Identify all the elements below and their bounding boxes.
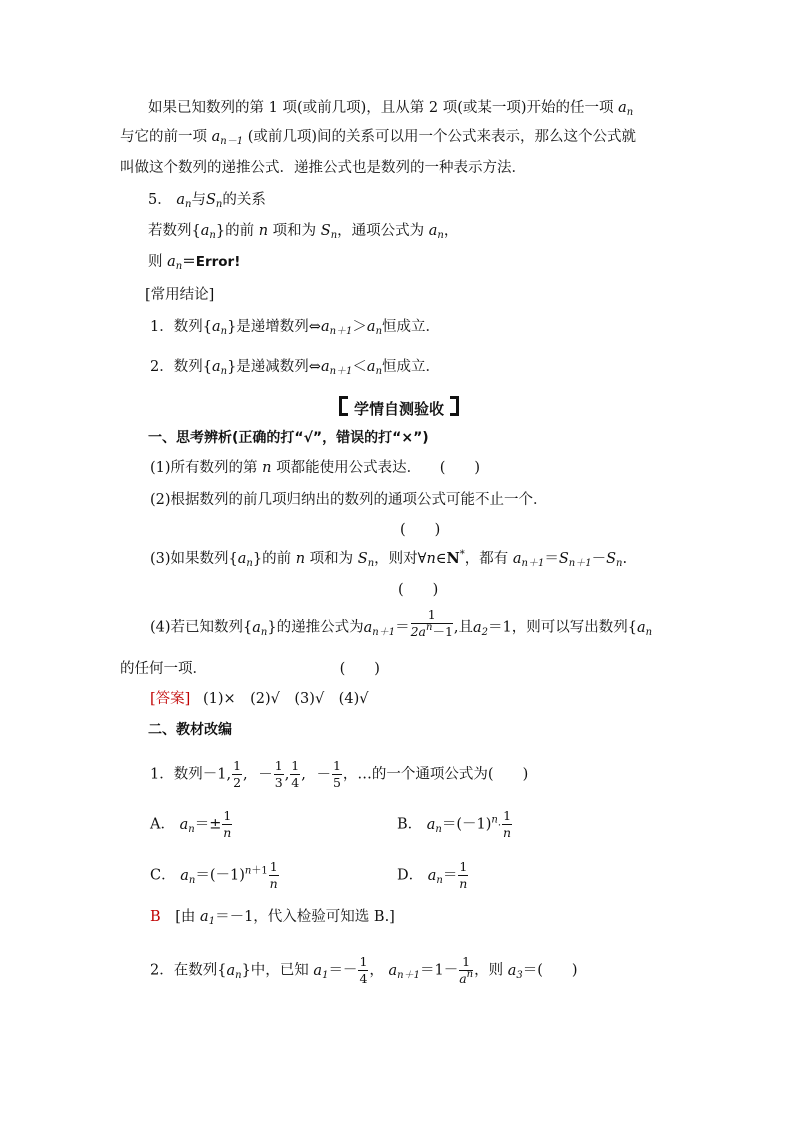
- q3-paren-text: ( ): [398, 582, 439, 598]
- frac-1-n: $\frac{1}{n}$: [459, 859, 468, 891]
- section-title-text: 学情自测验收: [354, 400, 445, 418]
- math-a-1: $a_1$: [200, 909, 216, 927]
- math-a-n: $a_n$: [180, 867, 196, 886]
- intro-text-2a: 与它的前一项: [120, 129, 207, 145]
- q4-text-3: ,且: [453, 619, 473, 636]
- part2-heading: [148, 720, 232, 740]
- p2-text-2: }中，已知: [241, 962, 309, 979]
- then-line: [148, 252, 240, 272]
- q3-text-2: }的前: [252, 551, 292, 567]
- q4-text-2: }的递推公式为: [267, 619, 364, 636]
- q4-text-1: (4)若已知数列{: [150, 619, 253, 636]
- q3-end: .: [622, 551, 628, 567]
- option-b[interactable]: B． $a_n=(-1)^n\cdot$ $\frac{1}{n}$: [397, 808, 512, 840]
- math-a-n: $a_n$: [167, 254, 183, 272]
- p2-eq: ＝－: [328, 962, 358, 979]
- math-a-n: $a_n$: [366, 319, 383, 337]
- math-n: n: [295, 551, 306, 567]
- item-5-heading: [148, 190, 266, 210]
- q3-N: N: [446, 550, 460, 567]
- q4-paren: ( ): [339, 661, 380, 677]
- q1-text-1: (1)所有数列的第: [150, 460, 258, 476]
- math-a-n-plus-1: $a_{n+1}$: [512, 551, 545, 569]
- q2-paren-text: ( ): [400, 522, 441, 538]
- math-a-n-plus-1: $a_{n+1}$: [320, 359, 353, 377]
- common-1: [150, 317, 440, 337]
- math-S-n: $S_n$: [320, 223, 338, 241]
- option-b-label: B．: [397, 816, 423, 833]
- q4-text-5: 的任何一项．: [120, 661, 207, 677]
- q3-paren: [398, 580, 438, 600]
- part1-heading-text: 一、思考辨析(正确的打“√”，错误的打“×”): [148, 430, 429, 446]
- c1-text-3: 恒成立．: [382, 319, 441, 335]
- answer-text: (1)× (2)√ (3)√ (4)√: [202, 691, 369, 707]
- option-d-label: D．: [397, 867, 424, 884]
- math-a-n-plus-1: $a_{n+1}$: [320, 319, 353, 337]
- math-n: n: [262, 460, 272, 476]
- q4-frac-den: [410, 621, 453, 639]
- math-a-1: $a_1$: [313, 962, 329, 981]
- left-bracket-icon: [339, 396, 348, 416]
- p2: [150, 956, 578, 985]
- math-S-n-plus-1: $S_{n+1}$: [558, 551, 592, 569]
- error-text: ＝Error!: [182, 254, 241, 270]
- q2-text: (2)根据数列的前几项归纳出的数列的通项公式可能不止一个．: [150, 492, 548, 508]
- c1-text-2: }是递增数列⇔: [227, 319, 321, 335]
- q3-text-4: ，则对∀: [374, 551, 427, 567]
- option-a-label: A．: [150, 816, 175, 833]
- part1-heading: [148, 428, 429, 448]
- intro-text-1: 如果已知数列的第 1 项(或前几项)，且从第 2 项(或某一项)开始的任一项: [148, 100, 614, 116]
- math-a-n: $a_n$: [636, 619, 653, 638]
- q3-eq: ＝: [544, 551, 559, 567]
- q4-frac-num: 1: [411, 609, 453, 624]
- p1-sep-2: ,: [284, 766, 290, 783]
- q3: [150, 549, 627, 569]
- frac-1-n: $\frac{1}{n}$: [269, 859, 278, 891]
- math-a-n: $a_n$: [618, 100, 634, 118]
- p1: 1．数列－1, $\frac{1}{2}$ , － $\frac{1}{3}$ , $\frac{1}{4}$ , － $\frac{1}{5}$ ，…的一个通项公式为( ): [150, 758, 529, 790]
- math-a-n: $a_n$: [179, 816, 195, 835]
- part2-heading-text: 二、教材改编: [148, 722, 232, 738]
- c2-text-3: 恒成立．: [382, 359, 441, 375]
- c2-text-1: 2．数列{: [150, 359, 212, 375]
- math-a-n: $a_n$: [211, 319, 228, 337]
- q3-text-1: (3)如果数列{: [150, 551, 238, 567]
- math-a-2: $a_2$: [473, 619, 489, 638]
- intro-text-2b: (或前几项)间的关系可以用一个公式来表示，那么这个公式就: [247, 129, 636, 145]
- item-5-tail: 的关系: [222, 192, 266, 208]
- math-a-n: $a_n$: [237, 551, 253, 569]
- intro-line-3: [120, 158, 526, 178]
- q3-in: ∈: [435, 551, 447, 567]
- common-2: [150, 357, 440, 377]
- q1: [150, 458, 480, 478]
- intro-line-2: [120, 127, 636, 147]
- option-b-eq: ＝(－1): [441, 816, 492, 833]
- p1-sep: ,: [243, 766, 248, 783]
- p2-text-1: 2．在数列{: [150, 962, 227, 979]
- q2: [150, 490, 548, 510]
- frac-1-4: $\frac{1}{4}$: [359, 954, 368, 986]
- q4-fraction: [411, 609, 453, 638]
- p1-answer-text-2: ＝－1，代入检验可知选 B.]: [215, 909, 395, 925]
- common-label-text: [常用结论]: [145, 287, 215, 303]
- q4-text-4: ＝1，则可以写出数列{: [488, 619, 637, 636]
- item-5-number: 5．: [148, 192, 172, 208]
- math-a-n: $a_n$: [226, 962, 242, 981]
- q4-cont: [120, 659, 380, 679]
- q4: [150, 607, 653, 639]
- q4-den-a: 2a: [410, 623, 426, 639]
- math-n: n: [258, 223, 269, 239]
- then-text: 则: [148, 254, 163, 270]
- p1-text-2: ，…的一个通项公式为( ): [342, 766, 529, 783]
- sum-text-1: 若数列{: [148, 223, 201, 239]
- option-d-eq: ＝: [442, 867, 458, 884]
- option-a[interactable]: [150, 810, 233, 839]
- c2-op: ＜: [352, 359, 367, 375]
- c1-op: ＞: [352, 319, 367, 335]
- math-a-n: $a_n$: [200, 223, 216, 241]
- math-a-n: $a_n$: [252, 619, 268, 638]
- common-label: [145, 285, 214, 305]
- option-d[interactable]: [397, 861, 469, 890]
- p2-text-4: ，则: [474, 962, 504, 979]
- math-n: n: [426, 551, 436, 567]
- option-c-eq: ＝(－1): [195, 867, 245, 884]
- option-c-label: C．: [150, 867, 176, 884]
- p1-answer-text-1: [由: [175, 909, 196, 925]
- p2-text-3: ，: [369, 962, 384, 979]
- math-a-n-minus-1: $a_{n-1}$: [211, 129, 244, 147]
- q4-den-sup: n: [425, 621, 433, 633]
- sum-text-3: 项和为: [272, 223, 317, 239]
- frac-1-2: $\frac{1}{2}$: [233, 758, 242, 790]
- math-S-n: $S_n$: [357, 551, 375, 569]
- p1-answer-letter: B: [150, 909, 161, 925]
- q4-den-b: －1: [432, 623, 453, 639]
- math-a-n: $a_n$: [428, 223, 444, 241]
- c1-text-1: 1．数列{: [150, 319, 212, 335]
- right-bracket-icon: [450, 396, 459, 416]
- sum-line: [148, 221, 458, 241]
- p2-text-5: ＝( ): [522, 962, 578, 979]
- frac-1-n: $\frac{1}{n}$: [503, 808, 512, 840]
- q2-paren: [400, 520, 440, 540]
- math-a-n: $a_n$: [426, 816, 442, 835]
- q3-text-5: ，都有: [464, 551, 509, 567]
- math-S-n: $S_n$: [205, 192, 223, 210]
- q4-eq: ＝: [395, 619, 410, 636]
- math-a-n: $a_n$: [176, 192, 192, 210]
- answer-line: [150, 689, 368, 709]
- item-5-and: 与: [191, 192, 206, 208]
- p1-text-1: 1．数列－1,: [150, 766, 232, 783]
- section-title: [333, 396, 465, 418]
- p2-eq-2: ＝1－: [419, 962, 459, 979]
- math-a-3: $a_3$: [507, 962, 523, 981]
- frac-1-5: $\frac{1}{5}$: [332, 758, 341, 790]
- frac-1-a-n: $\frac{1}{a^n}$: [459, 954, 474, 986]
- sum-text-5: ，: [443, 223, 459, 239]
- p1-sep-3: ,: [301, 766, 306, 783]
- option-c[interactable]: C． $a_n=(-1)^{n+1}$ $\frac{1}{n}$: [150, 859, 278, 891]
- q3-star: *: [459, 549, 465, 560]
- p1-answer: [150, 907, 395, 927]
- frac-1-4: $\frac{1}{4}$: [291, 758, 300, 790]
- frac-1-3: $\frac{1}{3}$: [274, 758, 283, 790]
- frac-1-n: $\frac{1}{n}$: [223, 808, 232, 840]
- math-a-n-plus-1: $a_{n+1}$: [388, 962, 420, 981]
- math-a-n: $a_n$: [366, 359, 383, 377]
- math-S-n: $S_n$: [606, 551, 623, 569]
- answer-label: [答案]: [150, 691, 191, 707]
- intro-text-3: 叫做这个数列的递推公式．递推公式也是数列的一种表示方法．: [120, 160, 526, 176]
- math-a-n-plus-1: $a_{n+1}$: [363, 619, 396, 638]
- math-a-n: $a_n$: [427, 867, 443, 886]
- q1-paren: ( ): [439, 460, 481, 476]
- q3-minus: －: [591, 551, 607, 567]
- c2-text-2: }是递减数列⇔: [227, 359, 321, 375]
- q3-text-3: 项和为: [309, 551, 354, 567]
- sum-text-2: }的前: [215, 223, 255, 239]
- option-a-eq: ＝±: [194, 816, 222, 833]
- q1-text-2: 项都能使用公式表达．: [276, 460, 422, 476]
- intro-line-1: [148, 98, 633, 118]
- math-a-n: $a_n$: [211, 359, 228, 377]
- sum-text-4: ，通项公式为: [337, 223, 425, 239]
